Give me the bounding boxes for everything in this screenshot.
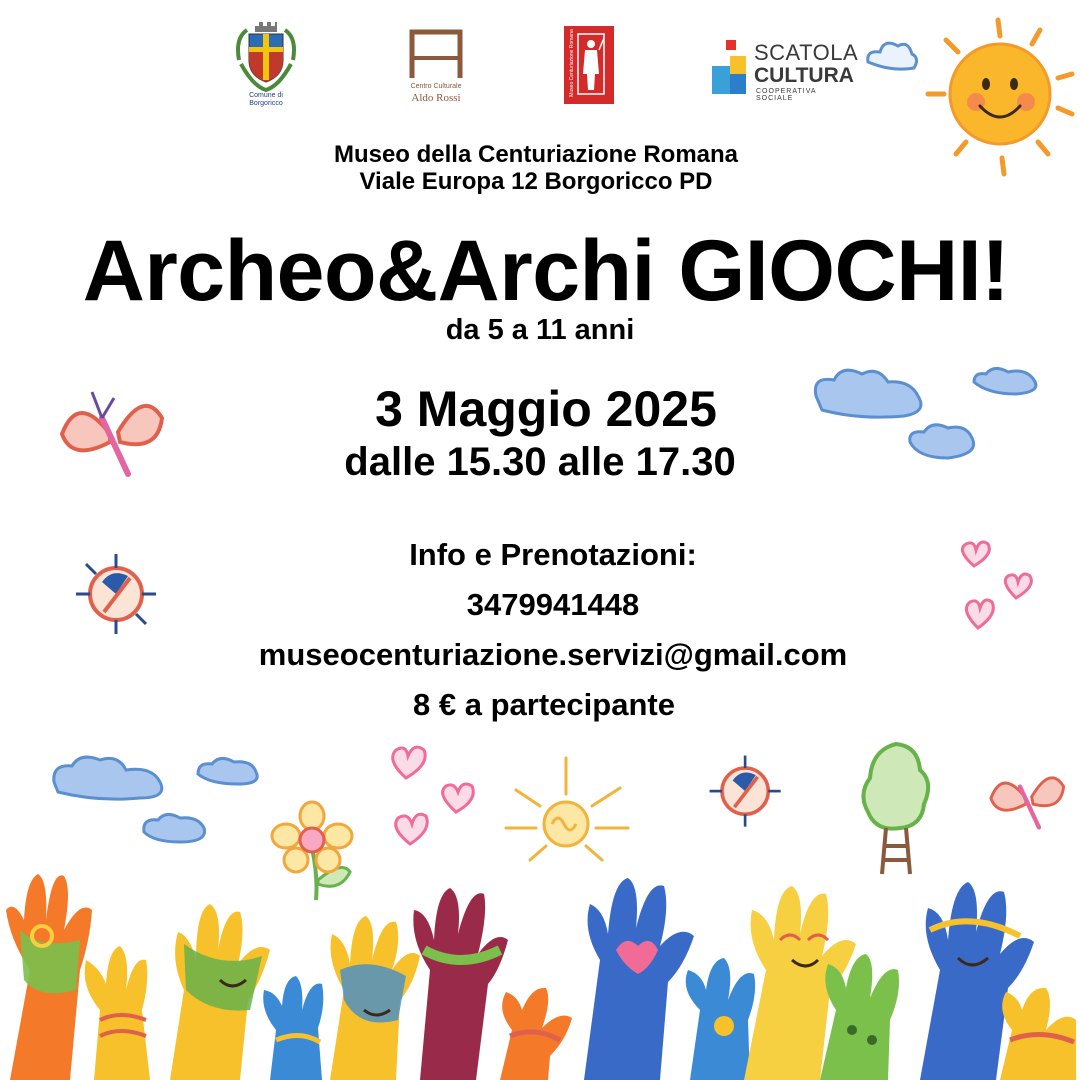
clouds-right-icon [808,362,1048,466]
ladybug-icon [72,550,162,640]
hearts-right-icon [952,536,1042,636]
hand-1-icon [6,874,92,1080]
hand-8-icon [584,878,694,1080]
logo-museo-badge [564,26,614,104]
ladybug-right-icon [706,752,786,832]
hand-5-icon [330,916,420,1080]
event-time: dalle 15.30 alle 17.30 [344,440,736,484]
tree-icon [856,738,936,878]
info-heading: Info e Prenotazioni: [409,537,697,572]
comune-caption-line1: Comune di [249,92,283,99]
hand-13-icon [1000,988,1076,1080]
hand-2-icon [85,946,150,1080]
hearts-middle-icon [382,738,482,848]
logo-scatola-cultura [710,36,859,102]
cooperativa-word: COOPERATIVA SOCIALE [756,88,817,102]
venue-address: Viale Europa 12 Borgoricco PD [359,168,713,195]
phone-number: 3479941448 [466,587,640,622]
coat-of-arms-icon [233,20,299,94]
cultura-word: CULTURA [754,64,854,87]
aldo-rossi-mark-icon [400,28,472,80]
clouds-left-icon [48,752,268,852]
butterfly-icon [58,388,168,482]
hand-6-icon [413,888,508,1080]
scatola-word: SCATOLA [754,40,859,65]
hand-7-icon [500,988,572,1080]
venue-name: Museo della Centuriazione Romana [333,141,739,168]
age-range: da 5 a 11 anni [445,314,635,346]
aldo-rossi-caption-line1: Centro Culturale [410,83,462,90]
butterfly-right-icon [988,764,1068,834]
small-cloud-icon [868,43,917,69]
hand-3-icon [170,904,270,1080]
logo-comune-borgoricco [233,20,299,110]
comune-caption [233,92,299,108]
hand-4-icon [263,976,323,1080]
hand-11-icon [820,954,899,1080]
email-address: museocenturiazione.servizi@gmail.com [258,637,848,672]
event-date: 3 Maggio 2025 [375,381,717,437]
museo-badge-text: Museo Centuriazione Romana [569,29,575,97]
logo-aldo-rossi [400,28,472,108]
price: 8 € a partecipante [413,687,675,722]
event-title: Archeo&Archi GIOCHI! [82,223,1010,319]
comune-caption-line2: Borgoricco [249,100,283,107]
sun-doodle-icon [502,754,632,864]
aldo-rossi-caption-line2: Aldo Rossi [411,92,461,104]
hand-9-icon [686,958,755,1080]
painted-hands-illustration [0,860,1080,1080]
scatola-box-icon [712,56,746,94]
aldo-rossi-caption [400,82,472,104]
